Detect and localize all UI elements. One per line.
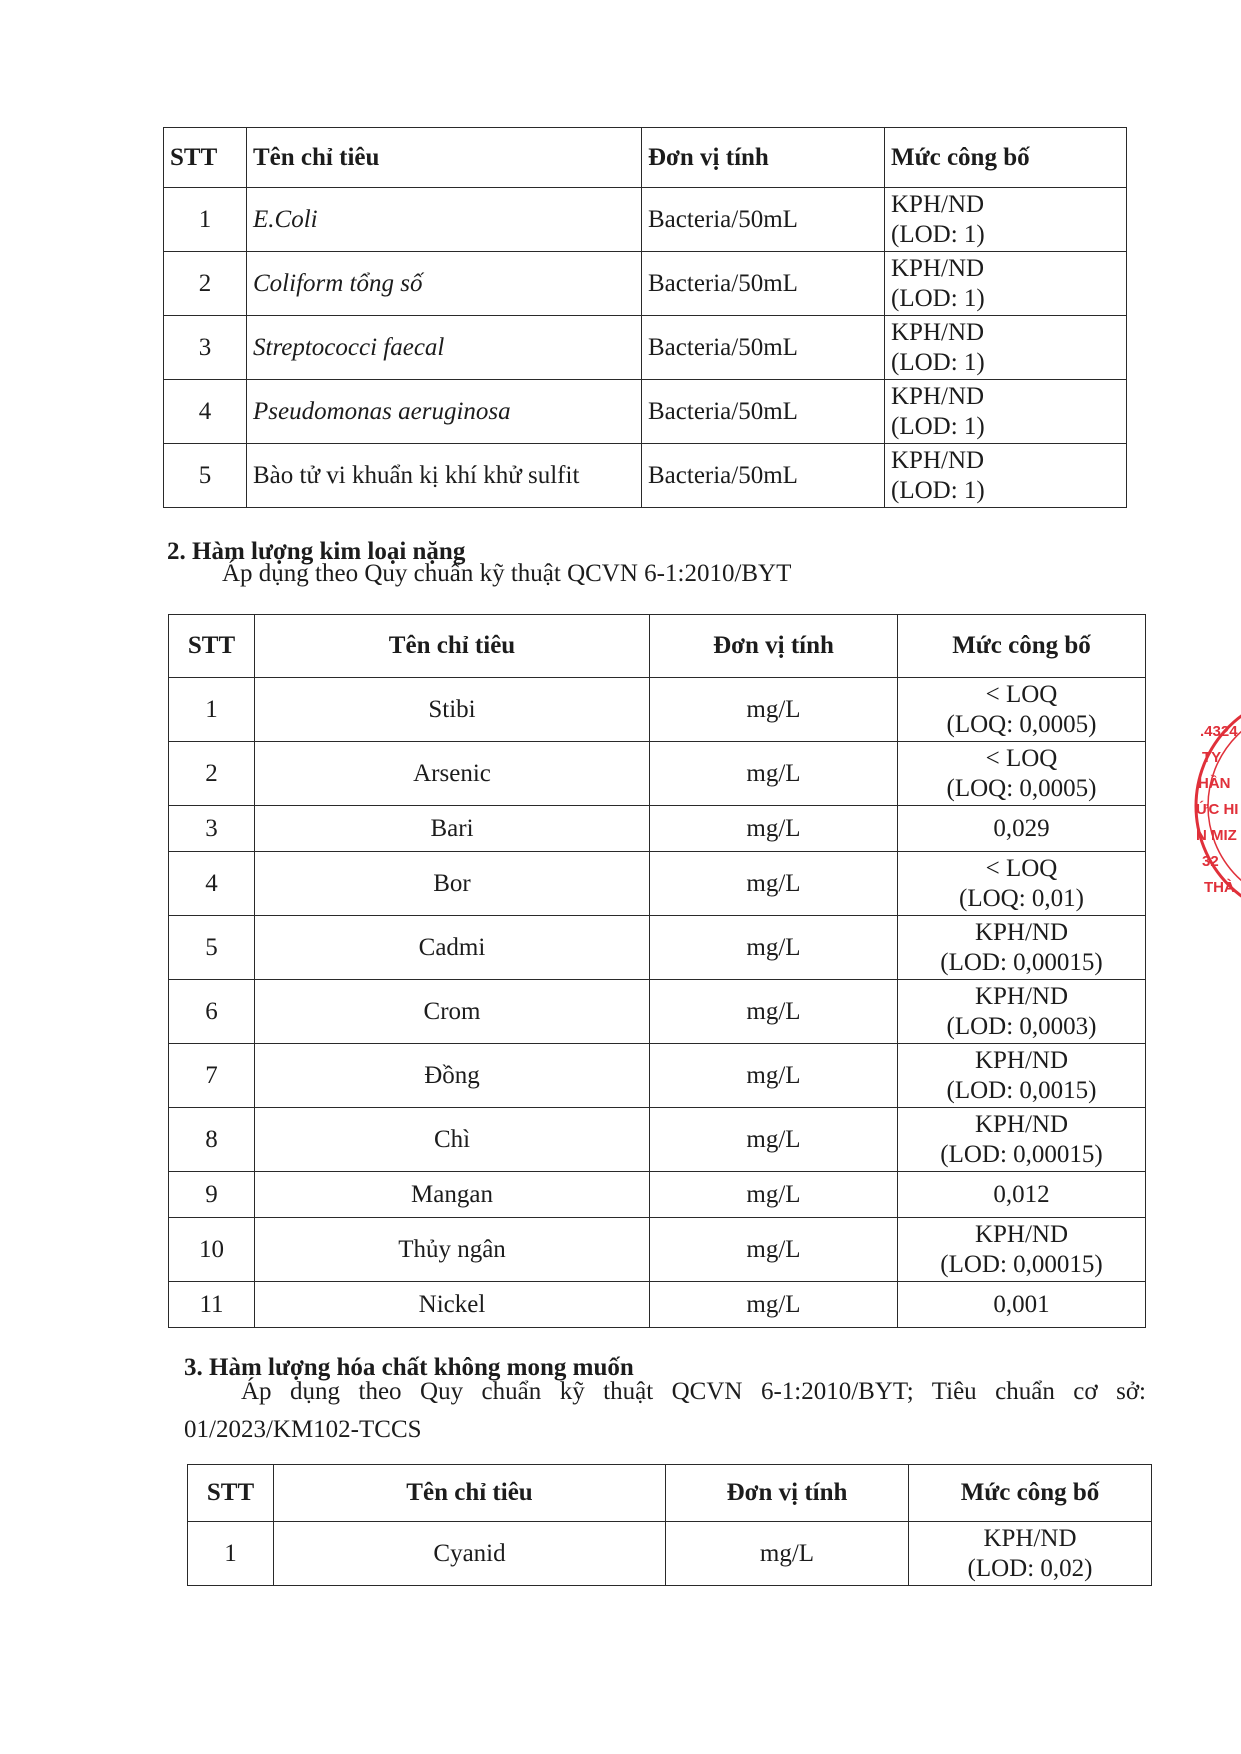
cell-stt: 6 (169, 980, 255, 1044)
cell-stt: 4 (164, 380, 247, 444)
cell-stt: 2 (169, 742, 255, 806)
cell-name: Crom (255, 980, 650, 1044)
table-row (169, 980, 1146, 1044)
cell-unit: mg/L (650, 742, 898, 806)
cell-level (909, 1522, 1152, 1586)
header-level: Mức công bố (909, 1465, 1152, 1522)
table-row (164, 252, 1127, 316)
cell-unit: mg/L (650, 1172, 898, 1218)
level-limit: (LOD: 0,00015) (940, 1140, 1103, 1168)
level-value: KPH/ND (891, 255, 985, 282)
table-row (188, 1522, 1152, 1586)
table-row (169, 1172, 1146, 1218)
cell-level (898, 1108, 1146, 1172)
level-limit: (LOD: 0,0015) (946, 1076, 1097, 1104)
table-row (164, 316, 1127, 380)
level-limit: (LOD: 1) (891, 412, 985, 440)
header-name: Tên chỉ tiêu (255, 615, 650, 678)
cell-name: Coliform tổng số (247, 252, 642, 316)
cell-unit: Bacteria/50mL (642, 444, 885, 508)
level-value: KPH/ND (974, 1111, 1069, 1138)
table-header-row (169, 615, 1146, 678)
level-value: KPH/ND (891, 319, 985, 346)
cell-unit: Bacteria/50mL (642, 188, 885, 252)
cell-stt: 5 (164, 444, 247, 508)
level-value: KPH/ND (974, 1047, 1069, 1074)
cell-unit: mg/L (650, 1218, 898, 1282)
level-limit: (LOD: 1) (891, 284, 985, 312)
cell-level (885, 380, 1127, 444)
cell-level (898, 1044, 1146, 1108)
section-3-subtitle-continued: 01/2023/KM102-TCCS (184, 1416, 422, 1443)
cell-unit: mg/L (650, 678, 898, 742)
section-3-subtitle: Áp dụng theo Quy chuẩn kỹ thuật QCVN 6-1:2010/BYT; Tiêu chuẩn cơ sở: (241, 1378, 1146, 1405)
company-stamp (1188, 706, 1241, 906)
cell-unit: mg/L (650, 806, 898, 852)
level-value: KPH/ND (891, 383, 985, 410)
cell-stt: 2 (164, 252, 247, 316)
table-row (169, 916, 1146, 980)
cell-level (898, 852, 1146, 916)
table-header-row (164, 128, 1127, 188)
header-name: Tên chỉ tiêu (274, 1465, 666, 1522)
cell-name: Cadmi (255, 916, 650, 980)
table-row (169, 1282, 1146, 1328)
level-value: KPH/ND (983, 1525, 1077, 1552)
cell-name: Cyanid (274, 1522, 666, 1586)
cell-name: Stibi (255, 678, 650, 742)
cell-name: Streptococci faecal (247, 316, 642, 380)
cell-level (885, 252, 1127, 316)
header-stt: STT (169, 615, 255, 678)
cell-unit: Bacteria/50mL (642, 380, 885, 444)
level-limit: (LOD: 1) (891, 348, 985, 376)
level-value: KPH/ND (974, 983, 1069, 1010)
cell-name: Thủy ngân (255, 1218, 650, 1282)
cell-stt: 3 (164, 316, 247, 380)
table-row (164, 380, 1127, 444)
table-row (164, 444, 1127, 508)
level-limit: (LOD: 0,0003) (946, 1012, 1097, 1040)
cell-name: Pseudomonas aeruginosa (247, 380, 642, 444)
cell-level (898, 916, 1146, 980)
cell-unit: mg/L (650, 852, 898, 916)
cell-stt: 1 (188, 1522, 274, 1586)
level-value: < LOQ (985, 745, 1058, 772)
level-limit: (LOQ: 0,01) (959, 884, 1084, 912)
cell-level (898, 980, 1146, 1044)
cell-name: Chì (255, 1108, 650, 1172)
cell-name: E.Coli (247, 188, 642, 252)
cell-stt: 1 (169, 678, 255, 742)
cell-stt: 10 (169, 1218, 255, 1282)
cell-unit: mg/L (650, 980, 898, 1044)
header-unit: Đơn vị tính (666, 1465, 909, 1522)
table-row (169, 1044, 1146, 1108)
table-row (164, 188, 1127, 252)
cell-level: 0,001 (898, 1282, 1146, 1328)
cell-unit: mg/L (666, 1522, 909, 1586)
cell-level (898, 742, 1146, 806)
cell-stt: 1 (164, 188, 247, 252)
level-limit: (LOD: 0,02) (967, 1554, 1093, 1582)
level-value: KPH/ND (974, 919, 1069, 946)
header-level: Mức công bố (885, 128, 1127, 188)
table-row (169, 1108, 1146, 1172)
stamp-text: THÀ (1204, 879, 1235, 896)
cell-level (885, 316, 1127, 380)
cell-unit: mg/L (650, 1282, 898, 1328)
cell-level (885, 444, 1127, 508)
cell-unit: mg/L (650, 1044, 898, 1108)
cell-stt: 3 (169, 806, 255, 852)
section-2-title: 2. Hàm lượng kim loại nặng (167, 538, 466, 565)
cell-stt: 8 (169, 1108, 255, 1172)
cell-name: Bari (255, 806, 650, 852)
table-header-row (188, 1465, 1152, 1522)
cell-level (898, 678, 1146, 742)
level-value: < LOQ (985, 681, 1058, 708)
cell-stt: 9 (169, 1172, 255, 1218)
cell-unit: Bacteria/50mL (642, 316, 885, 380)
header-stt: STT (164, 128, 247, 188)
section-3-title: 3. Hàm lượng hóa chất không mong muốn (184, 1354, 634, 1381)
level-limit: (LOD: 1) (891, 220, 985, 248)
stamp-text: HẦN (1198, 775, 1231, 792)
table-row (169, 806, 1146, 852)
stamp-text: N MIZ (1196, 827, 1237, 844)
header-level: Mức công bố (898, 615, 1146, 678)
cell-stt: 11 (169, 1282, 255, 1328)
level-value: < LOQ (985, 855, 1058, 882)
cell-name: Arsenic (255, 742, 650, 806)
cell-name: Đồng (255, 1044, 650, 1108)
cell-level (885, 188, 1127, 252)
cell-unit: mg/L (650, 1108, 898, 1172)
microbiology-table (163, 127, 1127, 508)
stamp-text: TY (1202, 749, 1222, 766)
level-value: KPH/ND (974, 1221, 1069, 1248)
stamp-text: .4324 (1200, 723, 1238, 740)
level-limit: (LOD: 0,00015) (940, 1250, 1103, 1278)
cell-stt: 7 (169, 1044, 255, 1108)
cell-name: Mangan (255, 1172, 650, 1218)
stamp-text: 32 (1202, 853, 1219, 870)
cell-name: Bào tử vi khuẩn kị khí khử sulfit (247, 444, 642, 508)
cell-unit: Bacteria/50mL (642, 252, 885, 316)
cell-stt: 4 (169, 852, 255, 916)
cell-name: Bor (255, 852, 650, 916)
cell-name: Nickel (255, 1282, 650, 1328)
table-row (169, 742, 1146, 806)
cell-stt: 5 (169, 916, 255, 980)
level-limit: (LOD: 1) (891, 476, 985, 504)
table-row (169, 1218, 1146, 1282)
level-limit: (LOQ: 0,0005) (946, 774, 1097, 802)
cell-level: 0,029 (898, 806, 1146, 852)
undesired-chemicals-table (187, 1464, 1152, 1586)
header-unit: Đơn vị tính (650, 615, 898, 678)
heavy-metals-table (168, 614, 1146, 1328)
level-limit: (LOD: 0,00015) (940, 948, 1103, 976)
stamp-text: ỨC HI (1196, 801, 1239, 818)
header-name: Tên chỉ tiêu (247, 128, 642, 188)
header-unit: Đơn vị tính (642, 128, 885, 188)
level-value: KPH/ND (891, 191, 985, 218)
level-limit: (LOQ: 0,0005) (946, 710, 1097, 738)
table-row (169, 678, 1146, 742)
table-row (169, 852, 1146, 916)
cell-level (898, 1218, 1146, 1282)
header-stt: STT (188, 1465, 274, 1522)
cell-level: 0,012 (898, 1172, 1146, 1218)
cell-unit: mg/L (650, 916, 898, 980)
level-value: KPH/ND (891, 447, 985, 474)
section-2-subtitle: Áp dụng theo Quy chuẩn kỹ thuật QCVN 6-1:2010/BYT (222, 560, 792, 587)
